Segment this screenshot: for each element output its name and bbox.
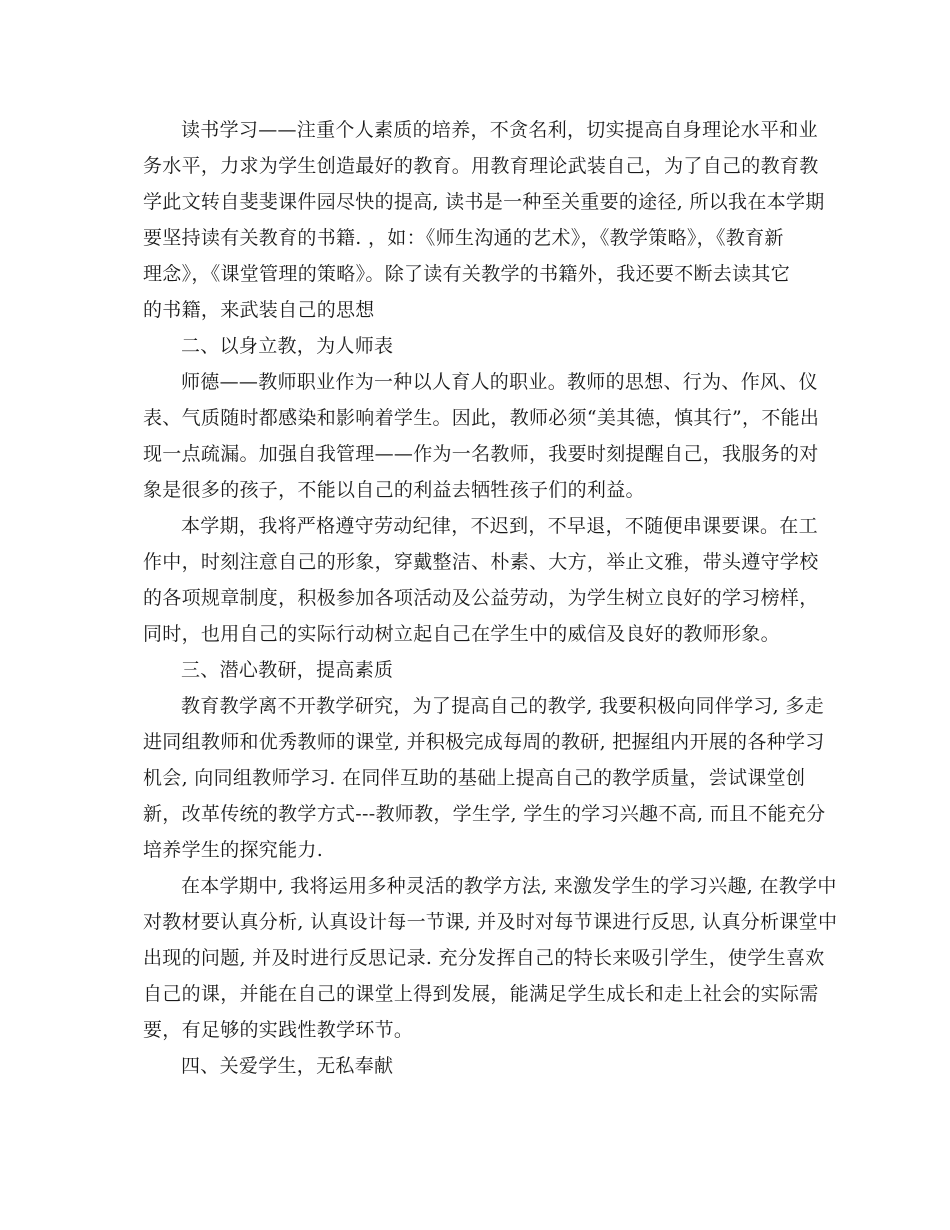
paragraph-discipline <box>143 508 819 652</box>
text-line: 同时，也用自己的实际行动树立起自己在学生中的威信及良好的教师形象。 <box>143 623 780 645</box>
text-line: 象是很多的孩子，不能以自己的利益去牺牲孩子们的利益。 <box>143 479 645 501</box>
text-line: 出现的问题, 并及时进行反思记录. 充分发挥自己的特长来吸引学生，使学生喜欢 <box>143 947 825 969</box>
text-line: 在本学期中, 我将运用多种灵活的教学方法, 来激发学生的学习兴趣, 在教学中 <box>181 875 837 897</box>
text-line: 表、气质随时都感染和影响着学生。因此，教师必须“美其德，慎其行”，不能出 <box>143 407 820 429</box>
text-line: 自己的课，并能在自己的课堂上得到发展，能满足学生成长和走上社会的实际需 <box>143 983 819 1005</box>
text-line: 理念》，《课堂管理的策略》。除了读有关教学的书籍外，我还要不断去读其它 <box>143 263 791 285</box>
paragraph-teaching-research <box>143 688 826 868</box>
text-line: 进同组教师和优秀教师的课堂, 并积极完成每周的教研, 把握组内开展的各种学习 <box>143 731 825 753</box>
paragraph-reading-study <box>143 112 825 328</box>
section-heading-4 <box>143 1048 810 1084</box>
document-page <box>143 112 838 1084</box>
text-line: 师德——教师职业作为一种以人育人的职业。教师的思想、行为、作风、仪 <box>181 371 818 393</box>
heading-text: 四、关爱学生，无私奉献 <box>181 1055 394 1077</box>
text-line: 的书籍，来武装自己的思想 <box>143 299 375 321</box>
heading-text: 三、潜心教研，提高素质 <box>181 659 394 681</box>
text-line: 培养学生的探究能力. <box>143 839 324 861</box>
section-heading-3 <box>143 652 810 688</box>
text-line: 本学期，我将严格遵守劳动纪律，不迟到，不早退，不随便串课要课。在工 <box>181 515 818 537</box>
text-line: 新，改革传统的教学方式---教师教，学生学, 学生的学习兴趣不高, 而且不能充分 <box>143 803 826 825</box>
text-line: 对教材要认真分析, 认真设计每一节课, 并及时对每节课进行反思, 认真分析课堂中 <box>143 911 838 933</box>
heading-text: 二、以身立教，为人师表 <box>181 335 394 357</box>
text-line: 读书学习——注重个人素质的培养，不贪名利，切实提高自身理论水平和业 <box>181 119 818 141</box>
text-line: 教育教学离不开教学研究，为了提高自己的教学, 我要积极向同伴学习, 多走 <box>181 695 824 717</box>
text-line: 现一点疏漏。加强自我管理——作为一名教师，我要时刻提醒自己，我服务的对 <box>143 443 819 465</box>
text-line: 作中，时刻注意自己的形象，穿戴整洁、朴素、大方，举止文雅，带头遵守学校 <box>143 551 819 573</box>
text-line: 要，有足够的实践性教学环节。 <box>143 1019 414 1041</box>
text-line: 机会, 向同组教师学习. 在同伴互助的基础上提高自己的教学质量，尝试课堂创 <box>143 767 806 789</box>
text-line: 学此文转自斐斐课件园尽快的提高, 读书是一种至关重要的途径, 所以我在本学期 <box>143 191 825 213</box>
text-line: 的各项规章制度，积极参加各项活动及公益劳动，为学生树立良好的学习榜样， <box>143 587 819 609</box>
text-line: 务水平，力求为学生创造最好的教育。用教育理论武装自己，为了自己的教育教 <box>143 155 819 177</box>
section-heading-2 <box>143 328 810 364</box>
text-line: 要坚持读有关教育的书籍. ，如：《师生沟通的艺术》，《教学策略》，《教育新 <box>143 227 784 249</box>
paragraph-teaching-methods <box>143 868 838 1048</box>
paragraph-teacher-ethics <box>143 364 820 508</box>
